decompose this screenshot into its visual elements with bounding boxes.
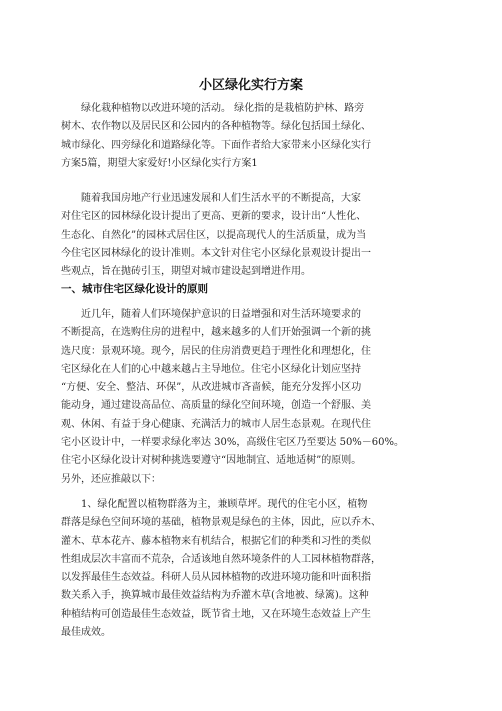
paragraph-line: 绿化栽种植物以改进环境的活动。 绿化指的是栽植防护林、路旁	[81, 103, 365, 114]
paragraph-line: 对住宅区的园林绿化设计提出了更高、更新的要求，设计出“人性化、	[61, 211, 367, 223]
paragraph-line: 住宅小区绿化设计对树种挑选要遵守“因地制宜、适地适树”的原则。	[61, 455, 362, 467]
section-heading: 一、城市住宅区绿化设计的原则	[61, 283, 208, 295]
paragraph-line: 数关系入手，换算城市最佳效益结构为乔灌木草(含地被、绿篱)。这种	[61, 590, 369, 602]
paragraph-line: 灌木、草本花卉、藤本植物来有机结合，根据它们的种类和习性的类似	[61, 535, 371, 547]
paragraph-line: 不断提高，在选购住房的进程中，越来越多的人们开始强调一个新的挑	[61, 327, 371, 339]
paragraph-line: 生态化、自然化”的园林式居住区，以提高现代人的生活质量，成为当	[61, 229, 367, 241]
paragraph-background	[61, 190, 451, 281]
paragraph-line: 宅区绿化在人们的心中越来越占主导地位。住宅小区绿化计划应坚持	[61, 363, 361, 375]
paragraph-line: 以发挥最佳生态效益。科研人员从园林植物的改进环境功能和叶面积指	[61, 572, 371, 584]
paragraph-line: 最佳成效。	[61, 627, 111, 639]
paragraph-line: 今住宅区园林绿化的设计准则。本文针对住宅小区绿化景观设计提出一	[61, 247, 371, 259]
paragraph-line: 树木、农作物以及居民区和公园内的各种植物等。绿化包括国土绿化、	[61, 121, 371, 133]
paragraph-intro	[61, 100, 451, 173]
paragraph-line: 性组成层次丰富而不荒杂，合适该地自然环境条件的人工园林植物群落，	[61, 553, 381, 565]
paragraph-line: 能动身，通过建设高品位、高质量的绿化空间环境，创造一个舒服、美	[61, 400, 371, 412]
paragraph-line: 群落是绿色空间环境的基础，植物景观是绿色的主体，因此，应以乔木、	[61, 517, 381, 529]
page-title: 小区绿化实行方案	[198, 78, 303, 93]
paragraph-line: 另外，还应推敲以下：	[61, 473, 161, 485]
paragraph-line: 些观点，旨在抛砖引玉，期望对城市建设起到增进作用。	[61, 266, 311, 278]
paragraph-line: 种植结构可创造最佳生态效益，既节省土地，又在环境生态效益上产生	[61, 608, 371, 620]
paragraph-line: 宅小区设计中，一样要求绿化率达 30%，高级住宅区乃至要达 50%－60%。	[61, 437, 405, 449]
paragraph-line: “方便、安全、整洁、环保”，从改进城市吝啬候，能充分发挥小区功	[61, 382, 362, 394]
paragraph-line: 1、绿化配置以植物群落为主，兼顾草坪。现代的住宅小区，植物	[81, 499, 368, 510]
paragraph-line: 随着我国房地产行业迅速发展和人们生活水平的不断提高，大家	[81, 193, 361, 204]
paragraph-line: 近几年，随着人们环境保护意识的日益增强和对生活环境要求的	[81, 309, 361, 320]
paragraph-line: 城市绿化、四旁绿化和道路绿化等。下面作者给大家带来小区绿化实行	[61, 139, 371, 151]
paragraph-line: 观、休闲、有益于身心健康、充满活力的城市人居生态景观。在现代住	[61, 418, 371, 430]
paragraph-plant-groups	[61, 496, 451, 642]
paragraph-principles	[61, 306, 451, 489]
paragraph-line: 选尺度：景观环境。现今，居民的住房消费更趋于理性化和理想化，住	[61, 345, 371, 357]
paragraph-line: 方案5篇，期望大家爱好!小区绿化实行方案1	[61, 157, 258, 169]
